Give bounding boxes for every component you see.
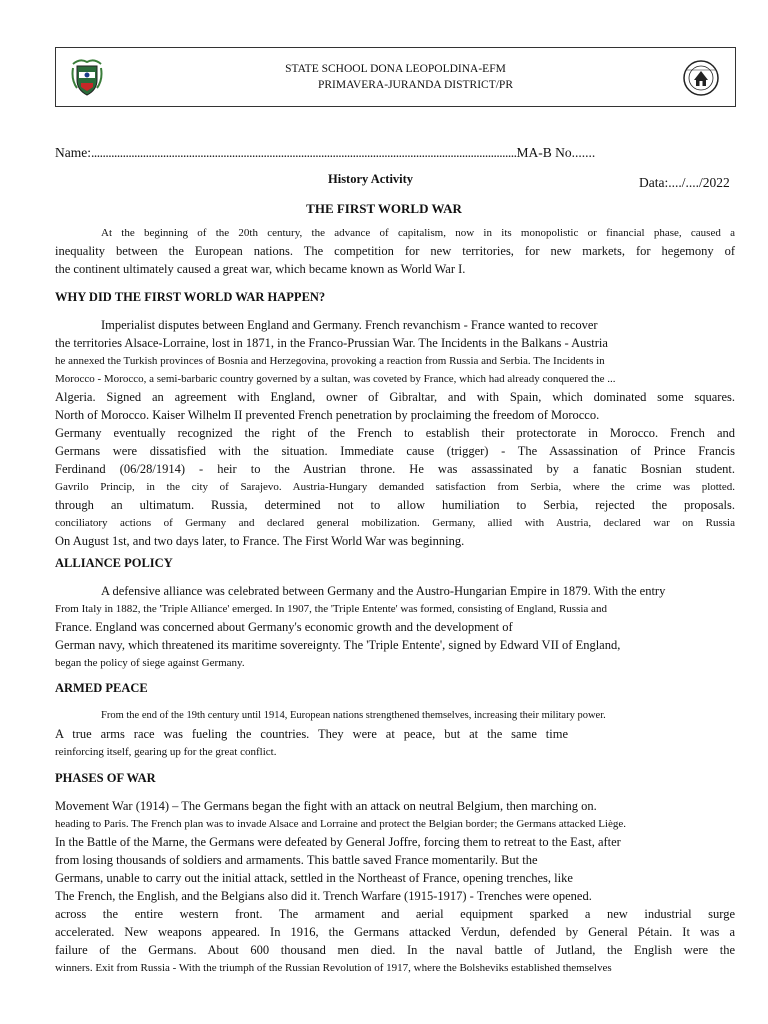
paragraph-line: across the entire western front. The armament and aerial equipment sparked a new industrial surge <box>55 907 735 921</box>
section-body <box>55 797 735 977</box>
paragraph-line: winners. Exit from Russia - With the triumph of the Russian Revolution of 1917, where the Bolsheviks established themselves <box>55 962 612 974</box>
paragraph-line: accelerated. New weapons appeared. In 1916, the Germans attacked Verdun, defended by General Pétain. It was a <box>55 925 735 939</box>
paragraph-line: In the Battle of the Marne, the Germans were defeated by General Joffre, forcing them to retreat to the East, after <box>55 835 621 849</box>
section-body <box>55 582 735 672</box>
paragraph-line: from losing thousands of soldiers and armaments. This battle saved France momentarily. But the <box>55 853 538 867</box>
section-heading: ARMED PEACE <box>55 681 148 695</box>
paragraph-line: began the policy of siege against Germany. <box>55 657 245 669</box>
intro-paragraph <box>55 224 735 278</box>
section-heading: WHY DID THE FIRST WORLD WAR HAPPEN? <box>55 290 326 304</box>
section-heading: ALLIANCE POLICY <box>55 556 173 570</box>
paragraph-line: Imperialist disputes between England and Germany. French revanchism - France wanted to recover <box>101 318 598 332</box>
paragraph-line: The French, the English, and the Belgians also did it. Trench Warfare (1915-1917) - Trenches were opened. <box>55 889 592 903</box>
school-district: PRIMAVERA-JURANDA DISTRICT/PR <box>317 79 513 91</box>
paragraph-line: German navy, which threatened its maritime sovereignty. The 'Triple Entente', signed by Edward VII of England, <box>55 638 621 652</box>
paragraph-line: Germany eventually recognized the right of the French to establish their protectorate in Morocco. French and <box>55 426 735 440</box>
school-header <box>55 47 736 107</box>
paragraph-line: France. England was concerned about Germany's economic growth and the development of <box>55 620 513 634</box>
name-label: Name: <box>55 145 91 160</box>
section-heading: PHASES OF WAR <box>55 771 156 785</box>
name-line[interactable]: .................................................................................................................................................... <box>91 145 517 160</box>
paragraph-line: On August 1st, and two days later, to France. The First World War was beginning. <box>55 534 465 548</box>
paragraph-line: Germans were dissatisfied with the situation. Immediate cause (trigger) - The Assassination of Prince Francis <box>55 444 735 458</box>
paragraph-line: Algeria. Signed an agreement with England, owner of Gibraltar, and with Spain, which dominated some squares. <box>55 390 735 404</box>
activity-title: History Activity <box>328 172 414 186</box>
paragraph-line: Ferdinand (06/28/1914) - heir to the Austrian throne. He was assassinated by a fanatic Bosnian student. <box>55 462 735 476</box>
paragraph-line: North of Morocco. Kaiser Wilhelm II prevented French penetration by proclaiming the freedom of Morocco. <box>55 408 600 422</box>
date-field[interactable]: Data:..../..../2022 <box>639 175 730 190</box>
paragraph-line: Gavrilo Princip, in the city of Sarajevo. Austria-Hungary demanded satisfaction from Serbia, where the crime was plotted. <box>55 481 735 493</box>
paragraph-line: heading to Paris. The French plan was to invade Alsace and Lorraine and protect the Belgian border; the Germans attacked Liège. <box>55 818 626 830</box>
name-row <box>55 145 745 161</box>
paragraph-line: conciliatory actions of Germany and declared general mobilization. Germany, allied with Austria, declared war on Russia <box>55 517 735 529</box>
paragraph-line: he annexed the Turkish provinces of Bosnia and Herzegovina, provoking a reaction from Russia and Serbia. The Incidents in <box>55 355 605 367</box>
paragraph-line: At the beginning of the 20th century, the advance of capitalism, now in its monopolistic or financial phase, caused a <box>101 227 735 239</box>
section-body <box>55 707 735 761</box>
paragraph-line: From the end of the 19th century until 1914, European nations strengthened themselves, increasing their military power. <box>101 710 606 721</box>
school-logo-icon <box>681 58 721 98</box>
paragraph-line: inequality between the European nations. The competition for new territories, for new markets, for hegemony of <box>55 244 735 258</box>
paragraph-line: A defensive alliance was celebrated between Germany and the Austro-Hungarian Empire in 1879. With the entry <box>101 584 666 598</box>
paragraph-line: failure of the Germans. About 600 thousand men died. In the naval battle of Jutland, the English were the <box>55 943 735 957</box>
school-name: STATE SCHOOL DONA LEOPOLDINA-EFM <box>285 63 506 75</box>
paragraph-line: reinforcing itself, gearing up for the great conflict. <box>55 746 277 758</box>
class-number-field[interactable]: MA-B No....... <box>516 145 596 160</box>
paragraph-line: the continent ultimately caused a great war, which became known as World War I. <box>55 262 466 276</box>
paragraph-line: through an ultimatum. Russia, determined not to allow humiliation to Serbia, rejected the proposals. <box>55 498 735 512</box>
section-body <box>55 316 735 550</box>
page-title: THE FIRST WORLD WAR <box>306 201 462 216</box>
paragraph-line: the territories Alsace-Lorraine, lost in 1871, in the Franco-Prussian War. The Incidents in the Balkans - Austria <box>55 336 608 350</box>
paragraph-line: A true arms race was fueling the countries. They were at peace, but at the same time <box>55 727 568 741</box>
paragraph-line: From Italy in 1882, the 'Triple Alliance' emerged. In 1907, the 'Triple Entente' was formed, consisting of England, Russia and <box>55 603 607 615</box>
paragraph-line: Germans, unable to carry out the initial attack, settled in the Northeast of France, opening trenches, like <box>55 871 573 885</box>
paragraph-line: Movement War (1914) – The Germans began the fight with an attack on neutral Belgium, then marching on. <box>55 799 597 813</box>
paragraph-line: Morocco - Morocco, a semi-barbaric country governed by a sultan, was coveted by France, which had already conquered the ... <box>55 373 616 385</box>
